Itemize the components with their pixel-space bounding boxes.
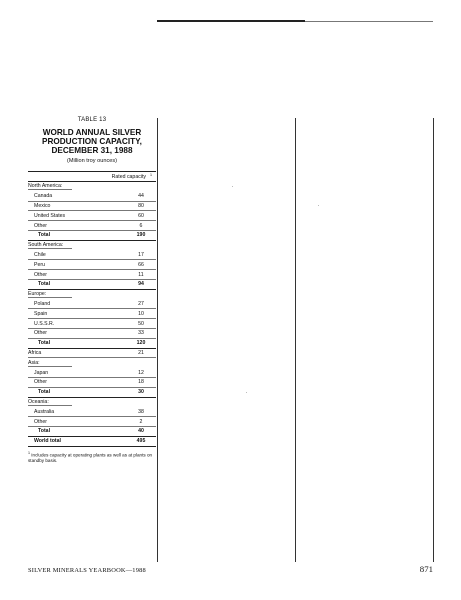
row-label: Peru — [34, 261, 45, 268]
table-row — [28, 329, 156, 339]
row-label: Mexico — [34, 202, 51, 209]
region-row — [28, 358, 156, 368]
table-title-line: WORLD ANNUAL SILVER — [42, 128, 142, 137]
region-row — [28, 290, 156, 300]
table-row — [28, 221, 156, 231]
region-row — [28, 398, 156, 408]
row-label: Other — [34, 379, 47, 386]
row-value: 120 — [136, 340, 146, 347]
column-divider-1 — [157, 118, 158, 562]
row-value: 60 — [138, 212, 144, 219]
region-row — [28, 241, 156, 251]
row-value: 11 — [138, 271, 144, 278]
row-value: 2 — [139, 418, 143, 425]
table-row — [28, 378, 156, 388]
table-row — [28, 202, 156, 212]
row-container — [28, 182, 156, 447]
row-value: 495 — [136, 438, 146, 445]
row-value: 21 — [138, 349, 144, 356]
header-rule — [157, 20, 305, 22]
table-row — [28, 319, 156, 329]
column-header — [112, 173, 156, 181]
row-label: Asia: — [28, 360, 72, 367]
row-label: Total — [38, 232, 51, 239]
table-footnote — [28, 450, 156, 465]
total-row — [28, 388, 156, 398]
table-row — [28, 260, 156, 270]
row-value: 12 — [138, 369, 144, 376]
row-label: Other — [34, 330, 47, 337]
table-row — [28, 349, 156, 359]
table-row — [28, 211, 156, 221]
footnote-ref: 1 — [150, 172, 152, 177]
total-row — [28, 280, 156, 290]
table-title-line: PRODUCTION CAPACITY, — [42, 137, 142, 146]
silver-capacity-table — [28, 117, 156, 464]
row-label: Other — [34, 418, 47, 425]
row-label: Oceania: — [28, 399, 72, 406]
row-label: Africa — [28, 349, 42, 356]
region-row — [28, 182, 156, 192]
row-value: 33 — [138, 330, 144, 337]
row-value: 6 — [139, 222, 143, 229]
total-row — [28, 231, 156, 241]
row-value: 10 — [138, 310, 144, 317]
total-row — [28, 437, 156, 447]
row-value: 190 — [136, 232, 146, 239]
row-value: 50 — [138, 320, 144, 327]
footnote-text: Includes capacity at operating plants as well as at plants on standby basis. — [28, 452, 153, 464]
row-value: 30 — [138, 389, 144, 396]
table-row — [28, 192, 156, 202]
scan-speck — [232, 186, 233, 187]
footnote-mark: 1 — [28, 450, 30, 455]
table-row — [28, 270, 156, 280]
scan-speck — [246, 392, 247, 393]
table-title-line: DECEMBER 31, 1988 — [51, 146, 133, 155]
table-row — [28, 309, 156, 319]
table-row — [28, 251, 156, 261]
row-label: Japan — [34, 369, 49, 376]
column-header-row — [28, 171, 156, 182]
row-value: 80 — [138, 202, 144, 209]
row-label: Total — [38, 428, 51, 435]
row-value: 66 — [138, 261, 144, 268]
row-value: 18 — [138, 379, 144, 386]
row-label: Other — [34, 271, 47, 278]
row-label: Poland — [34, 300, 51, 307]
column-divider-3 — [433, 118, 434, 562]
row-label: United States — [34, 212, 66, 219]
table-subtitle: (Million troy ounces) — [66, 158, 118, 164]
table-caption: TABLE 13 — [77, 117, 107, 123]
row-label: South America: — [28, 242, 72, 249]
header-rule-thin — [305, 21, 433, 22]
row-label: World total — [34, 438, 61, 445]
row-label: Total — [38, 281, 51, 288]
row-label: Total — [38, 340, 51, 347]
row-label: U.S.S.R. — [34, 320, 55, 327]
row-label: Other — [34, 222, 47, 229]
row-label: Australia — [34, 408, 55, 415]
table-row — [28, 300, 156, 310]
scan-speck — [318, 205, 319, 206]
row-label: Total — [38, 389, 51, 396]
row-value: 44 — [138, 193, 144, 200]
row-label: Canada — [34, 193, 53, 200]
column-header-text: Rated capacity — [111, 174, 146, 181]
table-row — [28, 407, 156, 417]
table-row — [28, 417, 156, 427]
page-number: 871 — [419, 564, 433, 574]
row-label: Europe: — [28, 291, 72, 298]
row-value: 17 — [138, 251, 144, 258]
row-value: 38 — [138, 408, 144, 415]
row-value: 40 — [138, 428, 144, 435]
row-label: Spain — [34, 310, 48, 317]
running-footer: SILVER MINERALS YEARBOOK—1988 — [28, 567, 146, 574]
row-value: 27 — [138, 300, 144, 307]
table-row — [28, 368, 156, 378]
row-value: 94 — [138, 281, 144, 288]
total-row — [28, 339, 156, 349]
total-row — [28, 427, 156, 437]
row-label: North America: — [28, 183, 72, 190]
row-label: Chile — [34, 251, 46, 258]
table-title — [28, 128, 156, 155]
table-body — [28, 171, 156, 447]
column-divider-2 — [295, 118, 296, 562]
